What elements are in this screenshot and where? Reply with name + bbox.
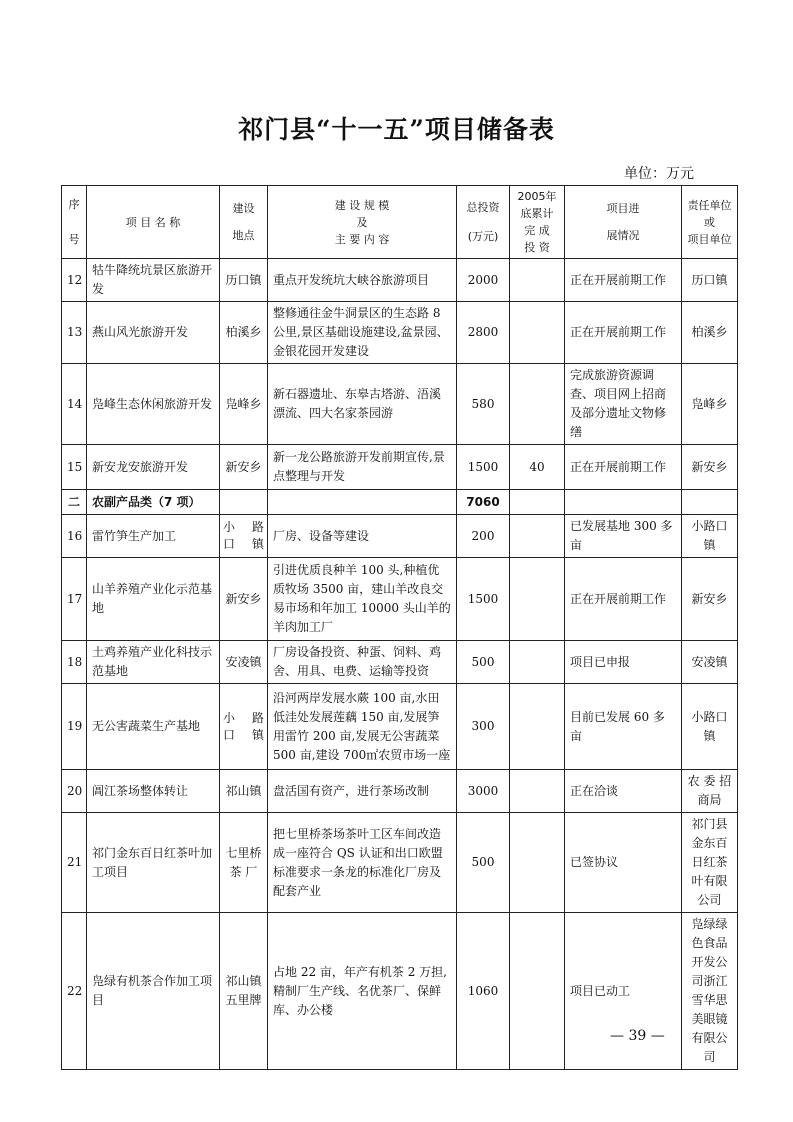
row-scope: 厂房设备投资、种蛋、饲料、鸡舍、用具、电费、运输等投资: [268, 641, 457, 684]
row-progress: 已签协议: [565, 813, 682, 913]
row-no: 21: [62, 813, 87, 913]
row-name: 牯牛降统坑景区旅游开发: [87, 259, 220, 302]
row-location: 新安乡: [220, 558, 268, 641]
header-location: 建设 地点: [220, 186, 268, 259]
row-scope: 整修通往金牛洞景区的生态路 8 公里,景区基础设施建设,盆景园、金银花园开发建设: [268, 302, 457, 364]
row-completed: [510, 364, 565, 445]
row-investment: 2800: [457, 302, 510, 364]
row-name: 凫绿有机茶合作加工项目: [87, 913, 220, 1070]
header-row: [62, 186, 738, 259]
header-investment: 总投资 (万元): [457, 186, 510, 259]
row-progress: 正在开展前期工作: [565, 302, 682, 364]
table-row: [62, 770, 738, 813]
page-title: 祁门县“十一五”项目储备表: [238, 115, 555, 144]
row-investment: 1060: [457, 913, 510, 1070]
row-no: 14: [62, 364, 87, 445]
row-investment: 2000: [457, 259, 510, 302]
header-progress: 项目进 展情况: [565, 186, 682, 259]
row-completed: [510, 558, 565, 641]
section-row: [62, 490, 738, 515]
row-name: 阊江茶场整体转让: [87, 770, 220, 813]
table-row: [62, 445, 738, 490]
row-name: 祁门金东百日红茶叶加工项目: [87, 813, 220, 913]
row-location: 小 路 口 镇: [220, 515, 268, 558]
row-unit: 新安乡: [682, 445, 738, 490]
row-scope: 把七里桥茶场茶叶工区车间改造成一座符合 QS 认证和出口欧盟标准要求一条龙的标准化厂房及配套产业: [268, 813, 457, 913]
row-scope: 引进优质良种羊 100 头,种植优质牧场 3500 亩，建山羊改良交易市场和年加工 10000 头山羊的羊肉加工厂: [268, 558, 457, 641]
row-unit: 历口镇: [682, 259, 738, 302]
row-scope: 占地 22 亩，年产有机茶 2 万担,精制厂生产线、名优茶厂、保鲜库、办公楼: [268, 913, 457, 1070]
row-progress: 正在洽谈: [565, 770, 682, 813]
row-location: 新安乡: [220, 445, 268, 490]
row-location: 凫峰乡: [220, 364, 268, 445]
row-location: 小 路 口 镇: [220, 684, 268, 770]
row-name: 燕山风光旅游开发: [87, 302, 220, 364]
row-scope: 沿河两岸发展水蕨 100 亩,水田低洼处发展莲藕 150 亩,发展笋用雷竹 200 亩,发展无公害蔬菜 500 亩,建设 700㎡农贸市场一座: [268, 684, 457, 770]
row-unit: 凫绿绿色食品开发公司浙江雪华思美眼镜有限公司: [682, 913, 738, 1070]
row-progress: 项目已动工: [565, 913, 682, 1070]
table-row: [62, 364, 738, 445]
row-location: 历口镇: [220, 259, 268, 302]
row-investment: 1500: [457, 445, 510, 490]
row-completed: [510, 515, 565, 558]
table-row: [62, 515, 738, 558]
row-scope: 新石器遗址、东皋古塔游、浯溪漂流、四大名家茶园游: [268, 364, 457, 445]
row-completed: [510, 913, 565, 1070]
row-no: 13: [62, 302, 87, 364]
row-unit: 小路口镇: [682, 515, 738, 558]
row-location: 七里桥 茶 厂: [220, 813, 268, 913]
row-investment: 3000: [457, 770, 510, 813]
row-progress: 已发展基地 300 多亩: [565, 515, 682, 558]
row-scope: 盘活国有资产，进行茶场改制: [268, 770, 457, 813]
row-no: 17: [62, 558, 87, 641]
row-no: 16: [62, 515, 87, 558]
row-completed: [510, 684, 565, 770]
row-unit: 安凌镇: [682, 641, 738, 684]
row-investment: 500: [457, 813, 510, 913]
row-progress: 完成旅游资源调查、项目网上招商及部分遗址文物修缮: [565, 364, 682, 445]
section-investment: 7060: [457, 490, 510, 515]
row-investment: 500: [457, 641, 510, 684]
table-row: [62, 684, 738, 770]
row-completed: [510, 302, 565, 364]
table-row: [62, 302, 738, 364]
row-name: 凫峰生态休闲旅游开发: [87, 364, 220, 445]
row-location: 祁山镇 五里牌: [220, 913, 268, 1070]
row-name: 山羊养殖产业化示范基地: [87, 558, 220, 641]
row-scope: 重点开发统坑大峡谷旅游项目: [268, 259, 457, 302]
table-row: [62, 813, 738, 913]
row-investment: 580: [457, 364, 510, 445]
unit-label: 单位：万元: [624, 166, 694, 182]
project-table: [61, 185, 738, 1070]
header-completed: 2005年 底累计 完 成 投 资: [510, 186, 565, 259]
row-investment: 1500: [457, 558, 510, 641]
section-name: 农副产品类（7 项）: [87, 490, 220, 515]
row-investment: 300: [457, 684, 510, 770]
row-completed: [510, 770, 565, 813]
table-row: [62, 558, 738, 641]
row-no: 15: [62, 445, 87, 490]
header-seq: 序 号: [62, 186, 87, 259]
row-progress: 正在开展前期工作: [565, 259, 682, 302]
row-progress: 正在开展前期工作: [565, 558, 682, 641]
row-completed: [510, 641, 565, 684]
row-unit: 小路口镇: [682, 684, 738, 770]
row-no: 20: [62, 770, 87, 813]
row-scope: 厂房、设备等建设: [268, 515, 457, 558]
row-unit: 凫峰乡: [682, 364, 738, 445]
row-unit: 祁门县金东百日红茶叶有限公司: [682, 813, 738, 913]
row-name: 土鸡养殖产业化科技示范基地: [87, 641, 220, 684]
row-unit: 农 委 招商局: [682, 770, 738, 813]
row-progress: 正在开展前期工作: [565, 445, 682, 490]
row-completed: [510, 259, 565, 302]
row-no: 19: [62, 684, 87, 770]
header-name: 项 目 名 称: [87, 186, 220, 259]
row-name: 新安龙安旅游开发: [87, 445, 220, 490]
section-no: 二: [62, 490, 87, 515]
row-location: 祁山镇: [220, 770, 268, 813]
header-scope: 建 设 规 模 及 主 要 内 容: [268, 186, 457, 259]
row-no: 22: [62, 913, 87, 1070]
row-unit: 新安乡: [682, 558, 738, 641]
row-completed: [510, 813, 565, 913]
row-name: 无公害蔬菜生产基地: [87, 684, 220, 770]
page-number: — 39 —: [610, 1028, 665, 1044]
row-no: 18: [62, 641, 87, 684]
table-row: [62, 913, 738, 1070]
row-completed: 40: [510, 445, 565, 490]
row-scope: 新一龙公路旅游开发前期宣传,景点整理与开发: [268, 445, 457, 490]
header-unit: 责任单位 或 项目单位: [682, 186, 738, 259]
table-row: [62, 641, 738, 684]
row-unit: 柏溪乡: [682, 302, 738, 364]
row-no: 12: [62, 259, 87, 302]
row-progress: 目前已发展 60 多亩: [565, 684, 682, 770]
row-location: 柏溪乡: [220, 302, 268, 364]
row-location: 安凌镇: [220, 641, 268, 684]
row-progress: 项目已申报: [565, 641, 682, 684]
row-name: 雷竹笋生产加工: [87, 515, 220, 558]
table-row: [62, 259, 738, 302]
row-investment: 200: [457, 515, 510, 558]
